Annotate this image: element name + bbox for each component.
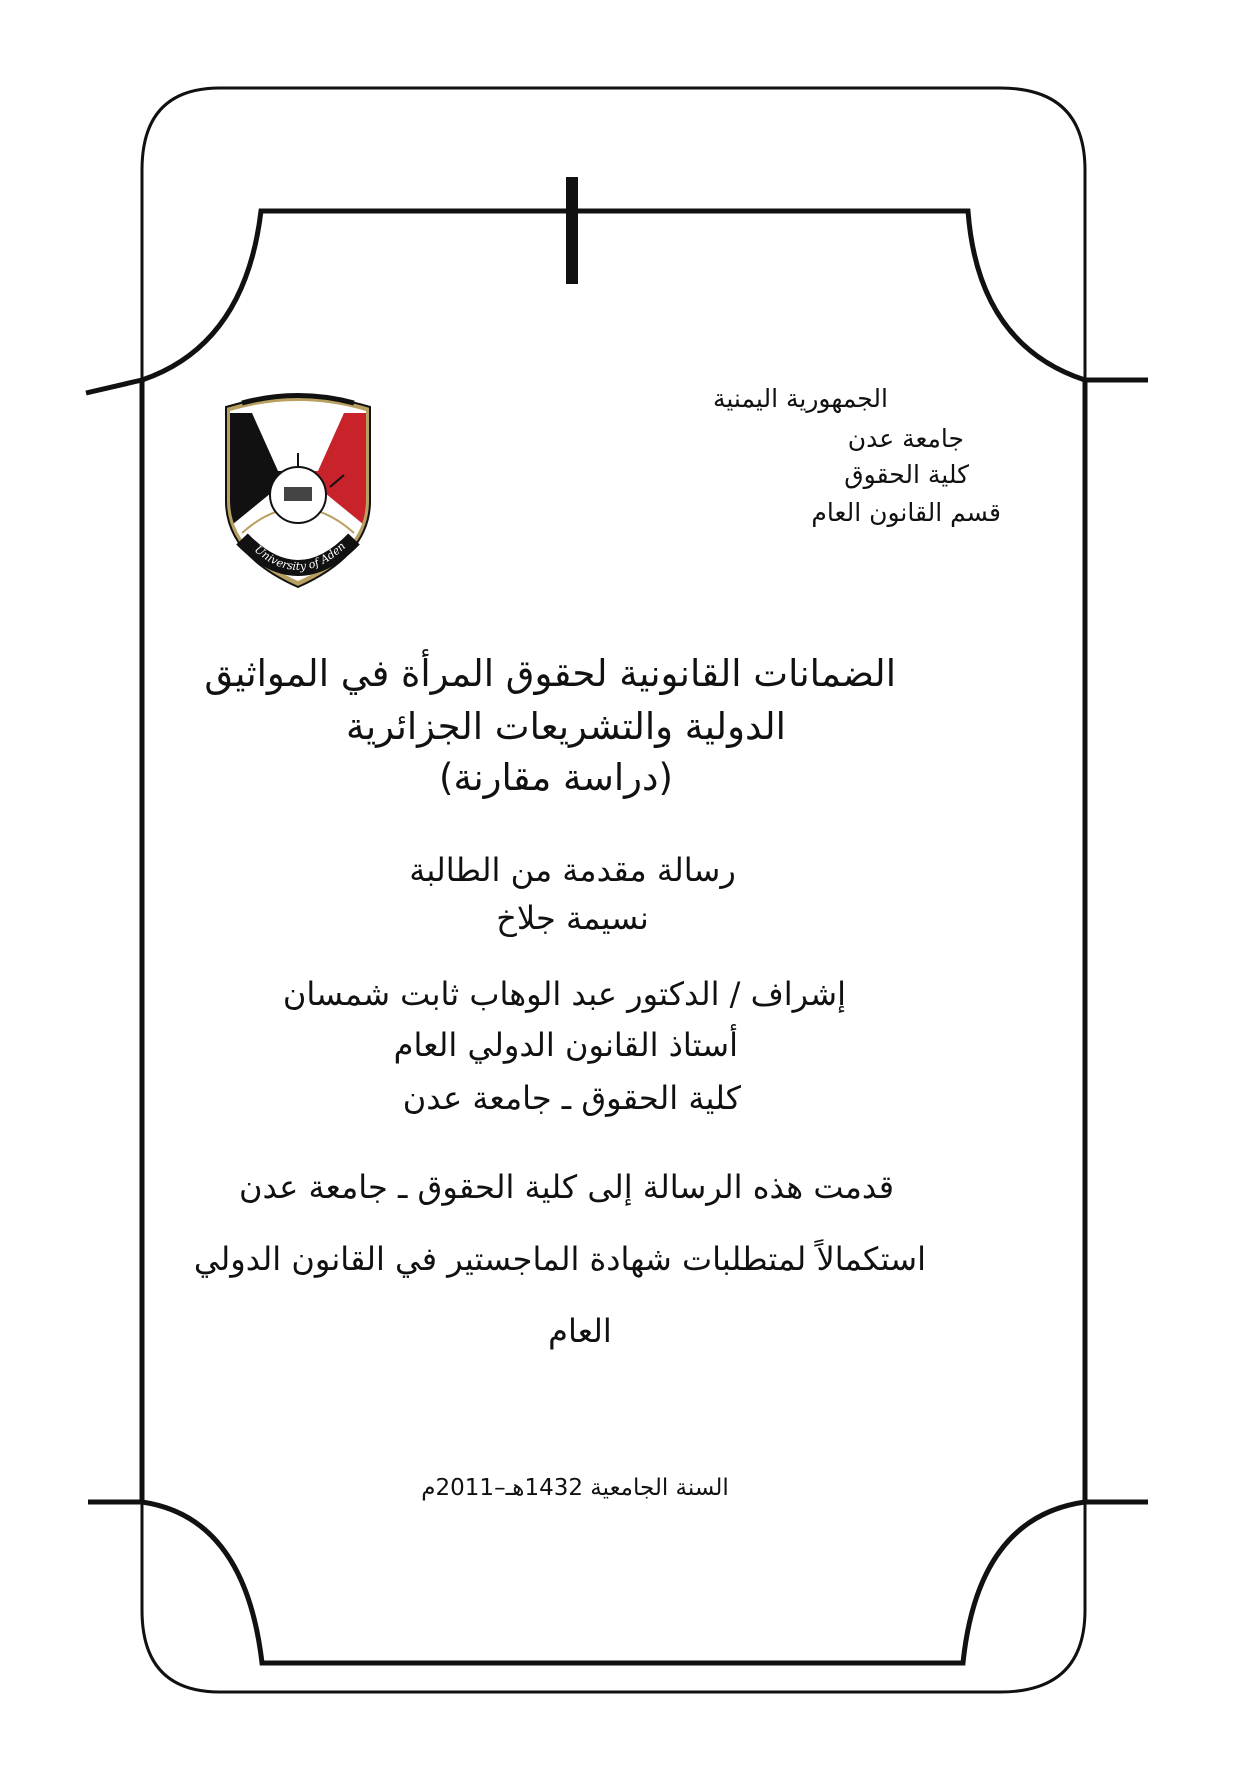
student-intro: رسالة مقدمة من الطالبة <box>409 851 736 889</box>
submission-line1: قدمت هذه الرسالة إلى كلية الحقوق ـ جامعة عدن <box>238 1168 894 1206</box>
supervisor-title: أستاذ القانون الدولي العام <box>393 1026 738 1064</box>
academic-year: السنة الجامعية 1432هـ–2011م <box>421 1475 729 1501</box>
country-name: الجمهورية اليمنية <box>712 384 888 413</box>
submission-line2: استكمالاً لمتطلبات شهادة الماجستير في القانون الدولي <box>193 1240 926 1278</box>
thesis-title-line3: (دراسة مقارنة) <box>439 756 673 799</box>
thesis-title-line2: الدولية والتشريعات الجزائرية <box>346 705 786 748</box>
university-logo <box>222 383 374 593</box>
supervisor-line: إشراف / الدكتور عبد الوهاب ثابت شمسان <box>282 975 846 1013</box>
thesis-title-line1: الضمانات القانونية لحقوق المرأة في المواثيق <box>204 652 896 695</box>
faculty-name: كلية الحقوق <box>844 460 969 489</box>
student-name: نسيمة جلاخ <box>496 899 649 937</box>
submission-line3: العام <box>548 1312 612 1350</box>
supervisor-affiliation: كلية الحقوق ـ جامعة عدن <box>402 1079 741 1117</box>
department-name: قسم القانون العام <box>811 498 1001 527</box>
university-name: جامعة عدن <box>847 424 964 453</box>
logo-text: University of Aden <box>252 539 349 574</box>
